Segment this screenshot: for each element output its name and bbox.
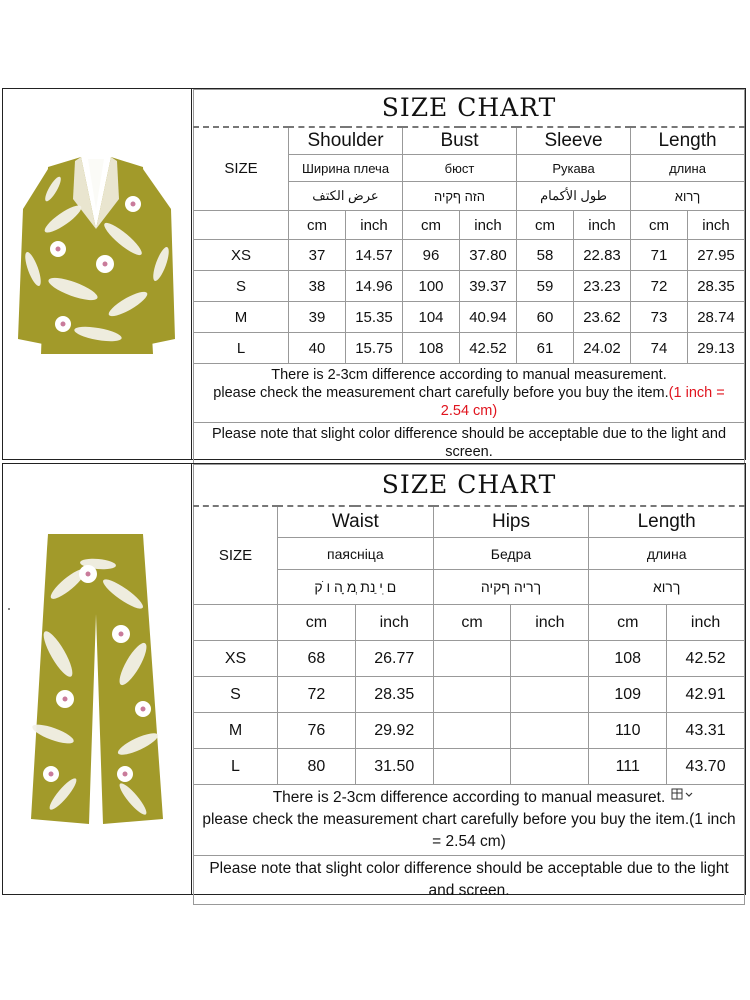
unit: cm — [517, 211, 574, 240]
note-line-2 — [198, 384, 740, 420]
value-cell: 43.31 — [667, 713, 745, 749]
blazer-size-table — [193, 89, 745, 464]
table-row — [194, 677, 745, 713]
value-cell: 14.96 — [346, 271, 403, 302]
note-line-1-text: There is 2-3cm difference according to manual measure — [272, 789, 657, 806]
value-cell: 40 — [289, 333, 346, 364]
value-cell: 59 — [517, 271, 574, 302]
value-cell: 108 — [589, 641, 667, 677]
pants-photo — [3, 464, 189, 893]
value-cell: 27.95 — [688, 240, 745, 271]
note-line-1 — [198, 787, 740, 809]
value-cell: 15.35 — [346, 302, 403, 333]
value-cell: 60 — [517, 302, 574, 333]
col-waist-he: ם ִי ַנת ְמ ָה ו ֹק — [278, 570, 434, 605]
pants-size-table — [193, 464, 745, 905]
unit: cm — [589, 605, 667, 641]
value-cell: 108 — [403, 333, 460, 364]
col-bust-ar: הזה ףקיה — [403, 182, 517, 211]
col-sleeve: Sleeve — [517, 127, 631, 155]
col-shoulder-ru: Ширина плеча — [289, 155, 403, 182]
value-cell — [433, 713, 511, 749]
unit-blank — [194, 211, 289, 240]
value-cell: 73 — [631, 302, 688, 333]
col-hips-ru: Бедра — [433, 538, 589, 570]
value-cell — [511, 641, 589, 677]
value-cell: 80 — [278, 749, 356, 785]
value-cell: 104 — [403, 302, 460, 333]
unit: inch — [511, 605, 589, 641]
col-length-ar: ךרוא — [631, 182, 745, 211]
blazer-image-cell — [3, 89, 192, 459]
value-cell: 38 — [289, 271, 346, 302]
value-cell: 24.02 — [574, 333, 631, 364]
blazer-photo — [3, 89, 189, 458]
value-cell: 40.94 — [460, 302, 517, 333]
value-cell: 100 — [403, 271, 460, 302]
note-line-2: please check the measurement chart carefully before you buy the item.(1 inch = 2.54 cm) — [202, 811, 736, 850]
table-row — [194, 240, 745, 271]
size-cell: M — [194, 302, 289, 333]
col-bust: Bust — [403, 127, 517, 155]
size-cell: L — [194, 333, 289, 364]
col-bust-ru: бюст — [403, 155, 517, 182]
unit: cm — [631, 211, 688, 240]
unit-blank — [194, 605, 278, 641]
value-cell: 72 — [631, 271, 688, 302]
size-cell: S — [194, 271, 289, 302]
size-cell: XS — [194, 240, 289, 271]
value-cell: 42.52 — [667, 641, 745, 677]
size-cell: M — [194, 713, 278, 749]
table-row — [194, 713, 745, 749]
col-pants-length-he: ךרוא — [589, 570, 745, 605]
col-hips-he: ךריה ףקיה — [433, 570, 589, 605]
value-cell: 74 — [631, 333, 688, 364]
size-cell: XS — [194, 641, 278, 677]
inch-conversion-note: (1 inch = 2.54 cm) — [440, 385, 725, 419]
value-cell: 23.23 — [574, 271, 631, 302]
note-line-2-text: please check the measurement chart carefully before you buy the item. — [213, 385, 669, 401]
col-pants-length: Length — [589, 506, 745, 538]
unit: cm — [278, 605, 356, 641]
note-line-1: There is 2-3cm difference according to manual measurement. — [271, 367, 667, 383]
col-sleeve-ru: Рукава — [517, 155, 631, 182]
table-row — [194, 271, 745, 302]
value-cell: 37 — [289, 240, 346, 271]
value-cell: 58 — [517, 240, 574, 271]
table-row — [194, 302, 745, 333]
unit: cm — [433, 605, 511, 641]
blazer-color-note: Please note that slight color difference should be acceptable due to the light and screen. — [194, 423, 745, 464]
value-cell: 39.37 — [460, 271, 517, 302]
stray-dot — [8, 608, 10, 610]
size-cell: L — [194, 749, 278, 785]
pants-measurement-note — [194, 785, 745, 856]
col-pants-length-ru: длина — [589, 538, 745, 570]
value-cell: 61 — [517, 333, 574, 364]
col-shoulder: Shoulder — [289, 127, 403, 155]
value-cell: 39 — [289, 302, 346, 333]
blazer-size-panel — [2, 88, 746, 460]
value-cell: 28.35 — [355, 677, 433, 713]
unit: cm — [403, 211, 460, 240]
value-cell: 26.77 — [355, 641, 433, 677]
blazer-size-label: SIZE — [194, 127, 289, 211]
unit: cm — [289, 211, 346, 240]
blazer-chart-title: SIZE CHART — [194, 90, 745, 127]
col-waist: Waist — [278, 506, 434, 538]
table-row — [194, 749, 745, 785]
unit: inch — [355, 605, 433, 641]
value-cell: 28.74 — [688, 302, 745, 333]
unit: inch — [460, 211, 517, 240]
col-hips: Hips — [433, 506, 589, 538]
pants-size-label: SIZE — [194, 506, 278, 605]
col-sleeve-ar: طول الأكمام — [517, 182, 631, 211]
value-cell — [433, 641, 511, 677]
value-cell: 23.62 — [574, 302, 631, 333]
value-cell: 29.92 — [355, 713, 433, 749]
col-length: Length — [631, 127, 745, 155]
unit: inch — [574, 211, 631, 240]
col-length-ru: длина — [631, 155, 745, 182]
value-cell: 43.70 — [667, 749, 745, 785]
value-cell — [433, 749, 511, 785]
value-cell: 96 — [403, 240, 460, 271]
value-cell: 22.83 — [574, 240, 631, 271]
pants-color-note: Please note that slight color difference should be acceptable due to the light and screen. — [194, 856, 745, 905]
value-cell: 110 — [589, 713, 667, 749]
units-row — [194, 605, 745, 641]
value-cell: 109 — [589, 677, 667, 713]
table-tool-icon[interactable] — [670, 786, 696, 802]
note-line-1-tail: t. — [656, 789, 666, 806]
value-cell: 37.80 — [460, 240, 517, 271]
value-cell: 15.75 — [346, 333, 403, 364]
unit: inch — [346, 211, 403, 240]
table-row — [194, 641, 745, 677]
col-waist-ru: паясніца — [278, 538, 434, 570]
blazer-table-wrap — [193, 89, 745, 459]
table-tool-glyph — [670, 786, 696, 802]
value-cell: 14.57 — [346, 240, 403, 271]
pants-size-panel — [2, 463, 746, 899]
value-cell: 76 — [278, 713, 356, 749]
table-row — [194, 333, 745, 364]
value-cell: 31.50 — [355, 749, 433, 785]
blazer-measurement-note — [194, 364, 745, 423]
value-cell — [511, 677, 589, 713]
pants-image-cell — [3, 464, 192, 894]
value-cell — [433, 677, 511, 713]
value-cell: 28.35 — [688, 271, 745, 302]
value-cell: 71 — [631, 240, 688, 271]
value-cell — [511, 713, 589, 749]
col-shoulder-ar: عرض الكتف — [289, 182, 403, 211]
pants-chart-title: SIZE CHART — [194, 465, 745, 506]
value-cell: 111 — [589, 749, 667, 785]
value-cell: 42.52 — [460, 333, 517, 364]
value-cell: 68 — [278, 641, 356, 677]
value-cell — [511, 749, 589, 785]
pants-table-wrap — [193, 464, 745, 899]
units-row — [194, 211, 745, 240]
value-cell: 29.13 — [688, 333, 745, 364]
size-cell: S — [194, 677, 278, 713]
unit: inch — [667, 605, 745, 641]
value-cell: 72 — [278, 677, 356, 713]
value-cell: 42.91 — [667, 677, 745, 713]
unit: inch — [688, 211, 745, 240]
